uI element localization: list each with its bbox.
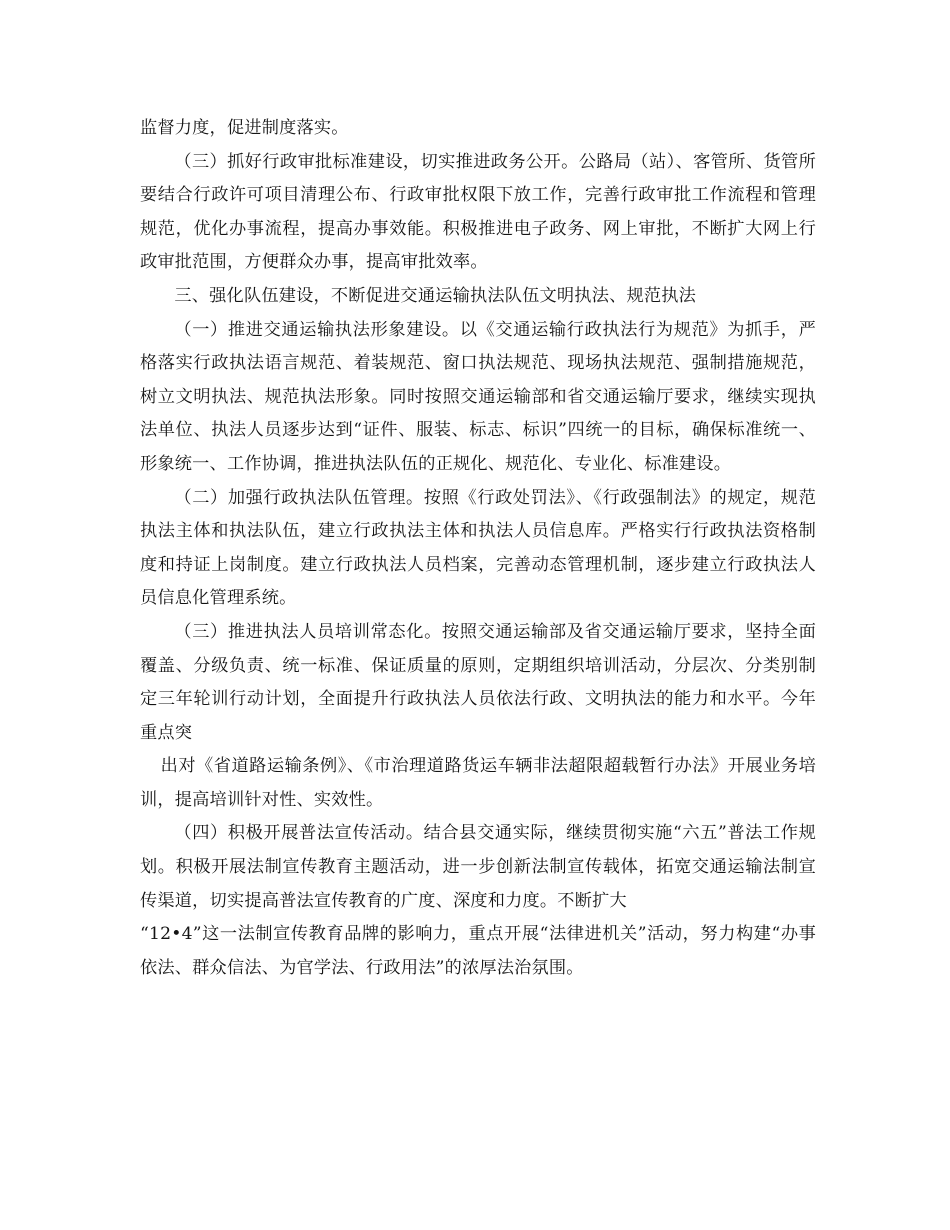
section-heading-team-building: 三、强化队伍建设，不断促进交通运输执法队伍文明执法、规范执法 — [174, 285, 697, 306]
paragraph-training: （三）推进执法人员培训常态化。按照交通运输部及省交通运输厅要求，坚持全面覆盖、分级负责、统一标准、保证质量的原则，定期组织培训活动，分层次、分类别制定三年轮训行动计划，全面提升行政执法人员依法行政、文明执法的能力和水平。今年重点突 — [140, 621, 816, 743]
paragraph-training-continued: 出对《省道路运输条例》、《市治理道路货运车辆非法超限超载暂行办法》开展业务培训，提高培训针对性、实效性。 — [140, 756, 816, 810]
document-body — [140, 112, 816, 985]
paragraph-legal-publicity: （四）积极开展普法宣传活动。结合县交通实际，继续贯彻实施“六五”普法工作规划。积极开展法制宣传教育主题活动，进一步创新法制宣传载体，拓宽交通运输法制宣传渠道，切实提高普法宣传教育的广度、深度和力度。不断扩大 — [140, 823, 816, 911]
paragraph-legal-publicity-continued: “12•4”这一法制宣传教育品牌的影响力，重点开展“法律进机关”活动，努力构建“办事依法、群众信法、为官学法、行政用法”的浓厚法治氛围。 — [140, 924, 816, 978]
paragraph-continuation: 监督力度，促进制度落实。 — [140, 118, 349, 138]
paragraph-approval-standards: （三）抓好行政审批标准建设，切实推进政务公开。公路局（站）、客管所、货管所要结合行政许可项目清理公布、行政审批权限下放工作，完善行政审批工作流程和管理规范，优化办事流程，提高办事效能。积极推进电子政务、网上审批，不断扩大网上行政审批范围，方便群众办事，提高审批效率。 — [140, 151, 816, 273]
paragraph-team-management: （二）加强行政执法队伍管理。按照《行政处罚法》、《行政强制法》的规定，规范执法主体和执法队伍，建立行政执法主体和执法人员信息库。严格实行行政执法资格制度和持证上岗制度。建立行政执法人员档案，完善动态管理机制，逐步建立行政执法人员信息化管理系统。 — [140, 487, 816, 609]
paragraph-enforcement-image: （一）推进交通运输执法形象建设。以《交通运输行政执法行为规范》为抓手，严格落实行政执法语言规范、着装规范、窗口执法规范、现场执法规范、强制措施规范，树立文明执法、规范执法形象。同时按照交通运输部和省交通运输厅要求，继续实现执法单位、执法人员逐步达到“证件、服装、标志、标识”四统一的目标，确保标准统一、形象统一、工作协调，推进执法队伍的正规化、规范化、专业化、标准建设。 — [140, 319, 816, 474]
